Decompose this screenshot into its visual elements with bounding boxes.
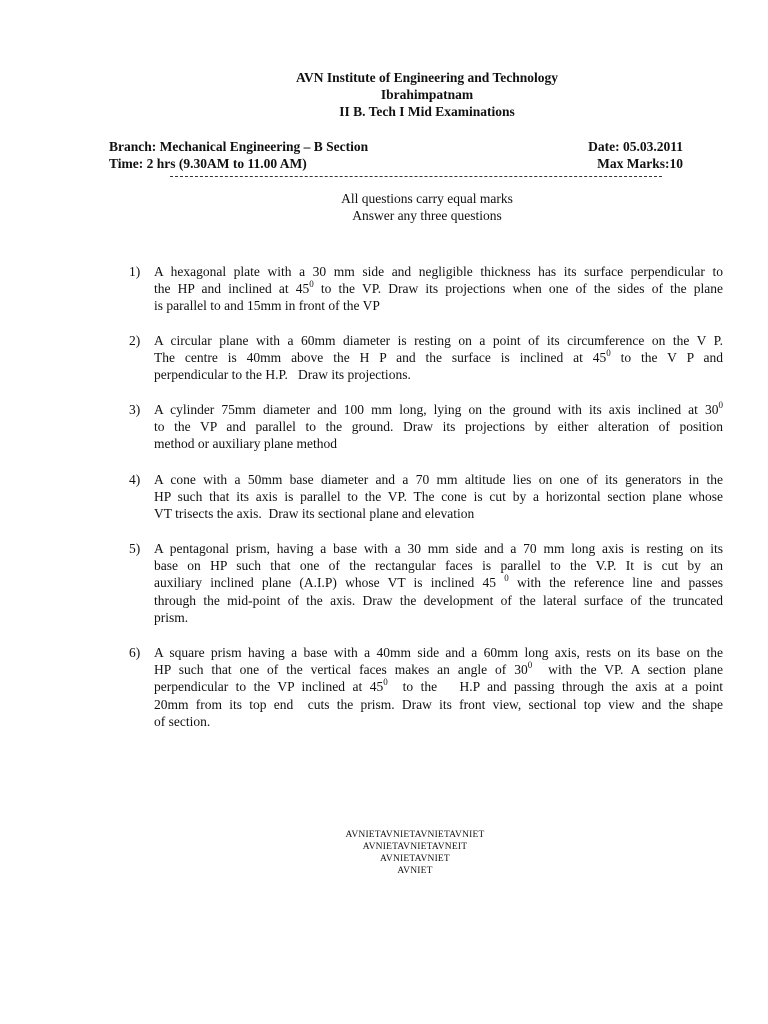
question-line: method or auxiliary plane method [154,436,337,452]
question-text [154,263,723,315]
question-number: 4) [129,472,141,487]
question-text [154,644,723,730]
dashed-divider [170,176,662,177]
watermark-line-4: AVNIET [397,866,433,876]
degree-superscript: 0 [606,347,611,358]
question-line: HP such that one of the vertical faces makes an angle of $30^0$ with the VP. A section plane [154,659,723,678]
question-line: is parallel to and 15mm in front of the VP [154,298,380,314]
question-line: the HP and inclined at $45^0$ to the VP. Draw its projections when one of the sides of the plane [154,278,723,297]
degree-superscript: 0 [504,572,509,583]
question-number: 5) [129,541,141,556]
question-line: HP such that its axis is parallel to the VP. The cone is cut by a horizontal section plane whose [154,489,723,505]
question-text [154,332,723,384]
question-line: A cone with a 50mm base diameter and a 70 mm altitude lies on one of its generators in the [154,472,723,487]
watermark-line-1: AVNIETAVNIETAVNIETAVNIET [345,830,485,840]
exam-title: II B. Tech I Mid Examinations [339,104,515,119]
watermark-line-2: AVNIETAVNIETAVNEIT [362,842,468,852]
instruction-answer-three: Answer any three questions [352,208,502,223]
question-line: base on HP such that one of the rectangular faces is parallel to the V.P. It is cut by an [154,558,723,574]
degree-superscript: 0 [527,659,533,670]
degree-superscript: 0 [383,676,388,687]
question-line: A pentagonal prism, having a base with a 30 mm side and a 70 mm long axis is resting on its [154,541,723,556]
watermark-line-3: AVNIETAVNIET [380,854,450,864]
question-line: VT trisects the axis. Draw its sectional plane and elevation [154,506,475,522]
question-line: perpendicular to the VP inclined at $45^0$ to the H.P and passing through the axis at a point [154,676,723,695]
max-marks: Max Marks:10 [597,156,683,171]
question-line: A circular plane with a 60mm diameter is resting on a point of its circumference on the V P. [154,333,723,348]
institute-name: AVN Institute of Engineering and Technology [296,70,558,85]
exam-time: Time: 2 hrs (9.30AM to 11.00 AM) [109,156,307,171]
question-line: 20mm from its top end cuts the prism. Draw its front view, sectional top view and the shape [154,696,723,712]
question-line: perpendicular to the H.P. Draw its projections. [154,367,411,383]
degree-superscript: 0 [309,278,314,289]
question-number: 6) [129,645,141,660]
question-text [154,471,723,523]
exam-date: Date: 05.03.2011 [588,139,683,154]
question-line: through the mid-point of the axis. Draw the development of the lateral surface of the truncated [154,592,723,608]
question-line: A hexagonal plate with a 30 mm side and negligible thickness has its surface perpendicular to [154,264,723,279]
question-line: A cylinder 75mm diameter and 100 mm long, lying on the ground with its axis inclined at $30^0$ [154,399,723,417]
question-text [154,540,723,626]
question-text [154,401,723,453]
question-line: to the VP and parallel to the ground. Draw its projections by either alteration of position [154,419,723,435]
question-line: of section. [154,713,211,729]
question-line: prism. [154,609,189,625]
degree-superscript: 0 [718,399,723,410]
question-line: A square prism having a base with a 40mm side and a 60mm long axis, rests on its base on the [154,645,723,660]
question-line: The centre is 40mm above the H P and the surface is inclined at $45^0$ to the V P and [154,347,723,366]
question-number: 1) [129,264,141,279]
branch-label: Branch: Mechanical Engineering – B Section [109,139,369,154]
institute-location: Ibrahimpatnam [380,87,474,102]
question-number: 2) [129,333,141,348]
question-number: 3) [129,402,141,417]
instruction-equal-marks: All questions carry equal marks [341,191,513,206]
question-line: auxiliary inclined plane (A.I.P) whose VT is inclined 45 $^0$ with the reference line and passes [154,572,723,591]
